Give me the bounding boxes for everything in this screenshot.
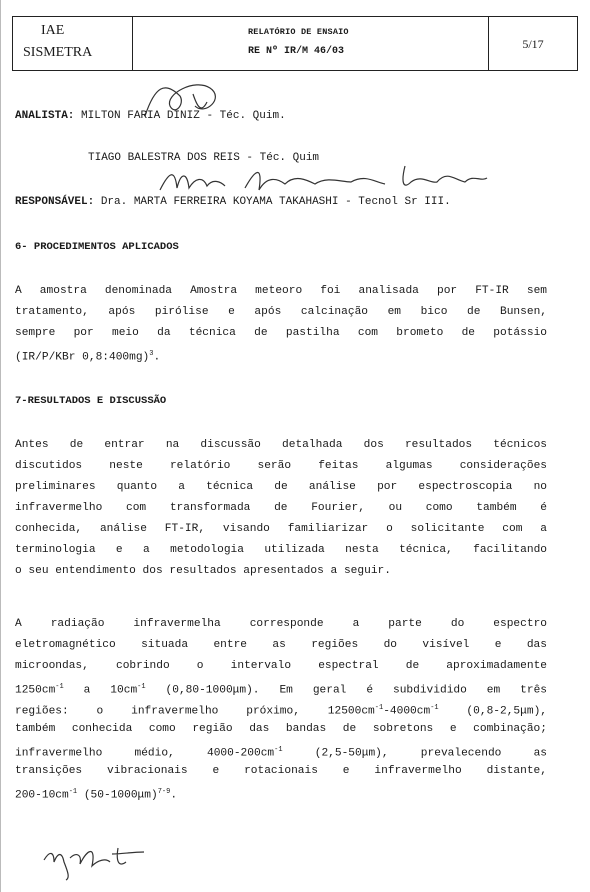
reference: 7-9	[157, 788, 171, 796]
text-line: A radiação infravermelha corresponde a parte do espectro	[15, 618, 547, 630]
section-6-heading: 6- PROCEDIMENTOS APLICADOS	[15, 241, 179, 253]
text-fragment: .	[153, 351, 161, 364]
text-fragment: -4000cm	[383, 705, 431, 718]
text-fragment: (0,80-1000μm). Em geral é subdividido em três	[145, 684, 548, 697]
text-line: infravermelho com transformada de Fourier, ou como também é	[15, 502, 547, 514]
text-line: preliminares quanto a técnica de análise por espectroscopia no	[15, 481, 547, 493]
section-7-paragraph-2	[15, 614, 547, 803]
text-fragment: (50-1000μm)	[77, 789, 158, 802]
text-fragment: (2,5-50μm), prevalecendo as	[282, 747, 548, 760]
text-fragment: .	[170, 789, 178, 802]
text-fragment: (0,8-2,5μm),	[438, 705, 547, 718]
analyst-line	[15, 110, 286, 122]
text-line	[15, 677, 547, 698]
analyst-2: TIAGO BALESTRA DOS REIS - Téc. Quim	[88, 152, 320, 164]
responsible-label: RESPONSÁVEL:	[15, 196, 95, 208]
analyst-1: MILTON FARIA DINIZ - Téc. Quim.	[81, 110, 286, 122]
page-edge	[0, 0, 1, 892]
organization-cell	[13, 17, 133, 70]
text-line: microondas, cobrindo o intervalo espectral de aproximadamente	[15, 660, 547, 672]
section-6-paragraph	[15, 281, 547, 365]
text-fragment: a 10cm	[63, 684, 138, 697]
text-line	[15, 344, 547, 365]
analyst-label: ANALISTA:	[15, 110, 75, 122]
text-line	[15, 698, 547, 719]
initials-signature	[40, 842, 160, 882]
responsible-line	[15, 196, 451, 208]
text-fragment: 200-10cm	[15, 789, 69, 802]
report-number: RE Nº IR/M 46/03	[248, 46, 345, 57]
text-line: também conhecida como região das bandas de sobretons e combinação;	[15, 723, 547, 735]
text-fragment: infravermelho médio, 4000-200cm	[15, 747, 275, 760]
text-line: discutidos neste relatório serão feitas algumas considerações	[15, 460, 547, 472]
text-line: o seu entendimento dos resultados apresentados a seguir.	[15, 565, 391, 577]
text-line	[15, 740, 547, 761]
text-fragment: regiões: o infravermelho próximo, 12500cm	[15, 705, 375, 718]
text-fragment: (IR/P/KBr 0,8:400mg)	[15, 351, 150, 364]
superscript: -1	[55, 683, 64, 691]
org-name-line2: SISMETRA	[23, 45, 93, 60]
text-line: terminologia e a metodologia utilizada nesta técnica, facilitando	[15, 544, 547, 556]
superscript: -1	[430, 704, 439, 712]
text-line: conhecida, análise FT-IR, visando familiarizar o solicitante com a	[15, 523, 547, 535]
superscript: -1	[374, 704, 384, 712]
section-7-paragraph-1	[15, 435, 547, 582]
reference: 3	[149, 350, 154, 358]
superscript: -1	[274, 746, 283, 754]
text-line: A amostra denominada Amostra meteoro foi analisada por FT-IR sem	[15, 285, 547, 297]
responsible-signature	[155, 160, 495, 200]
report-title-cell	[133, 17, 489, 70]
responsible-name: Dra. MARTA FERREIRA KOYAMA TAKAHASHI - Tecnol Sr III.	[100, 196, 451, 208]
superscript: -1	[68, 788, 78, 796]
text-line: eletromagnético situada entre as regiões do visível e das	[15, 639, 547, 651]
text-line: sempre por meio da técnica de pastilha com brometo de potássio	[15, 327, 547, 339]
text-fragment: 1250cm	[15, 684, 56, 697]
report-header	[12, 16, 578, 71]
text-line: transições vibracionais e rotacionais e infravermelho distante,	[15, 765, 547, 777]
section-7-heading: 7-RESULTADOS E DISCUSSÃO	[15, 395, 167, 407]
text-line: tratamento, após pirólise e após calcinação em bico de Bunsen,	[15, 306, 547, 318]
text-line: Antes de entrar na discussão detalhada dos resultados técnicos	[15, 439, 547, 451]
text-line	[15, 782, 547, 803]
org-name-line1: IAE	[41, 23, 65, 38]
page-number: 5/17	[522, 37, 544, 51]
superscript: -1	[137, 683, 146, 691]
report-title: RELATÓRIO DE ENSAIO	[248, 27, 349, 37]
